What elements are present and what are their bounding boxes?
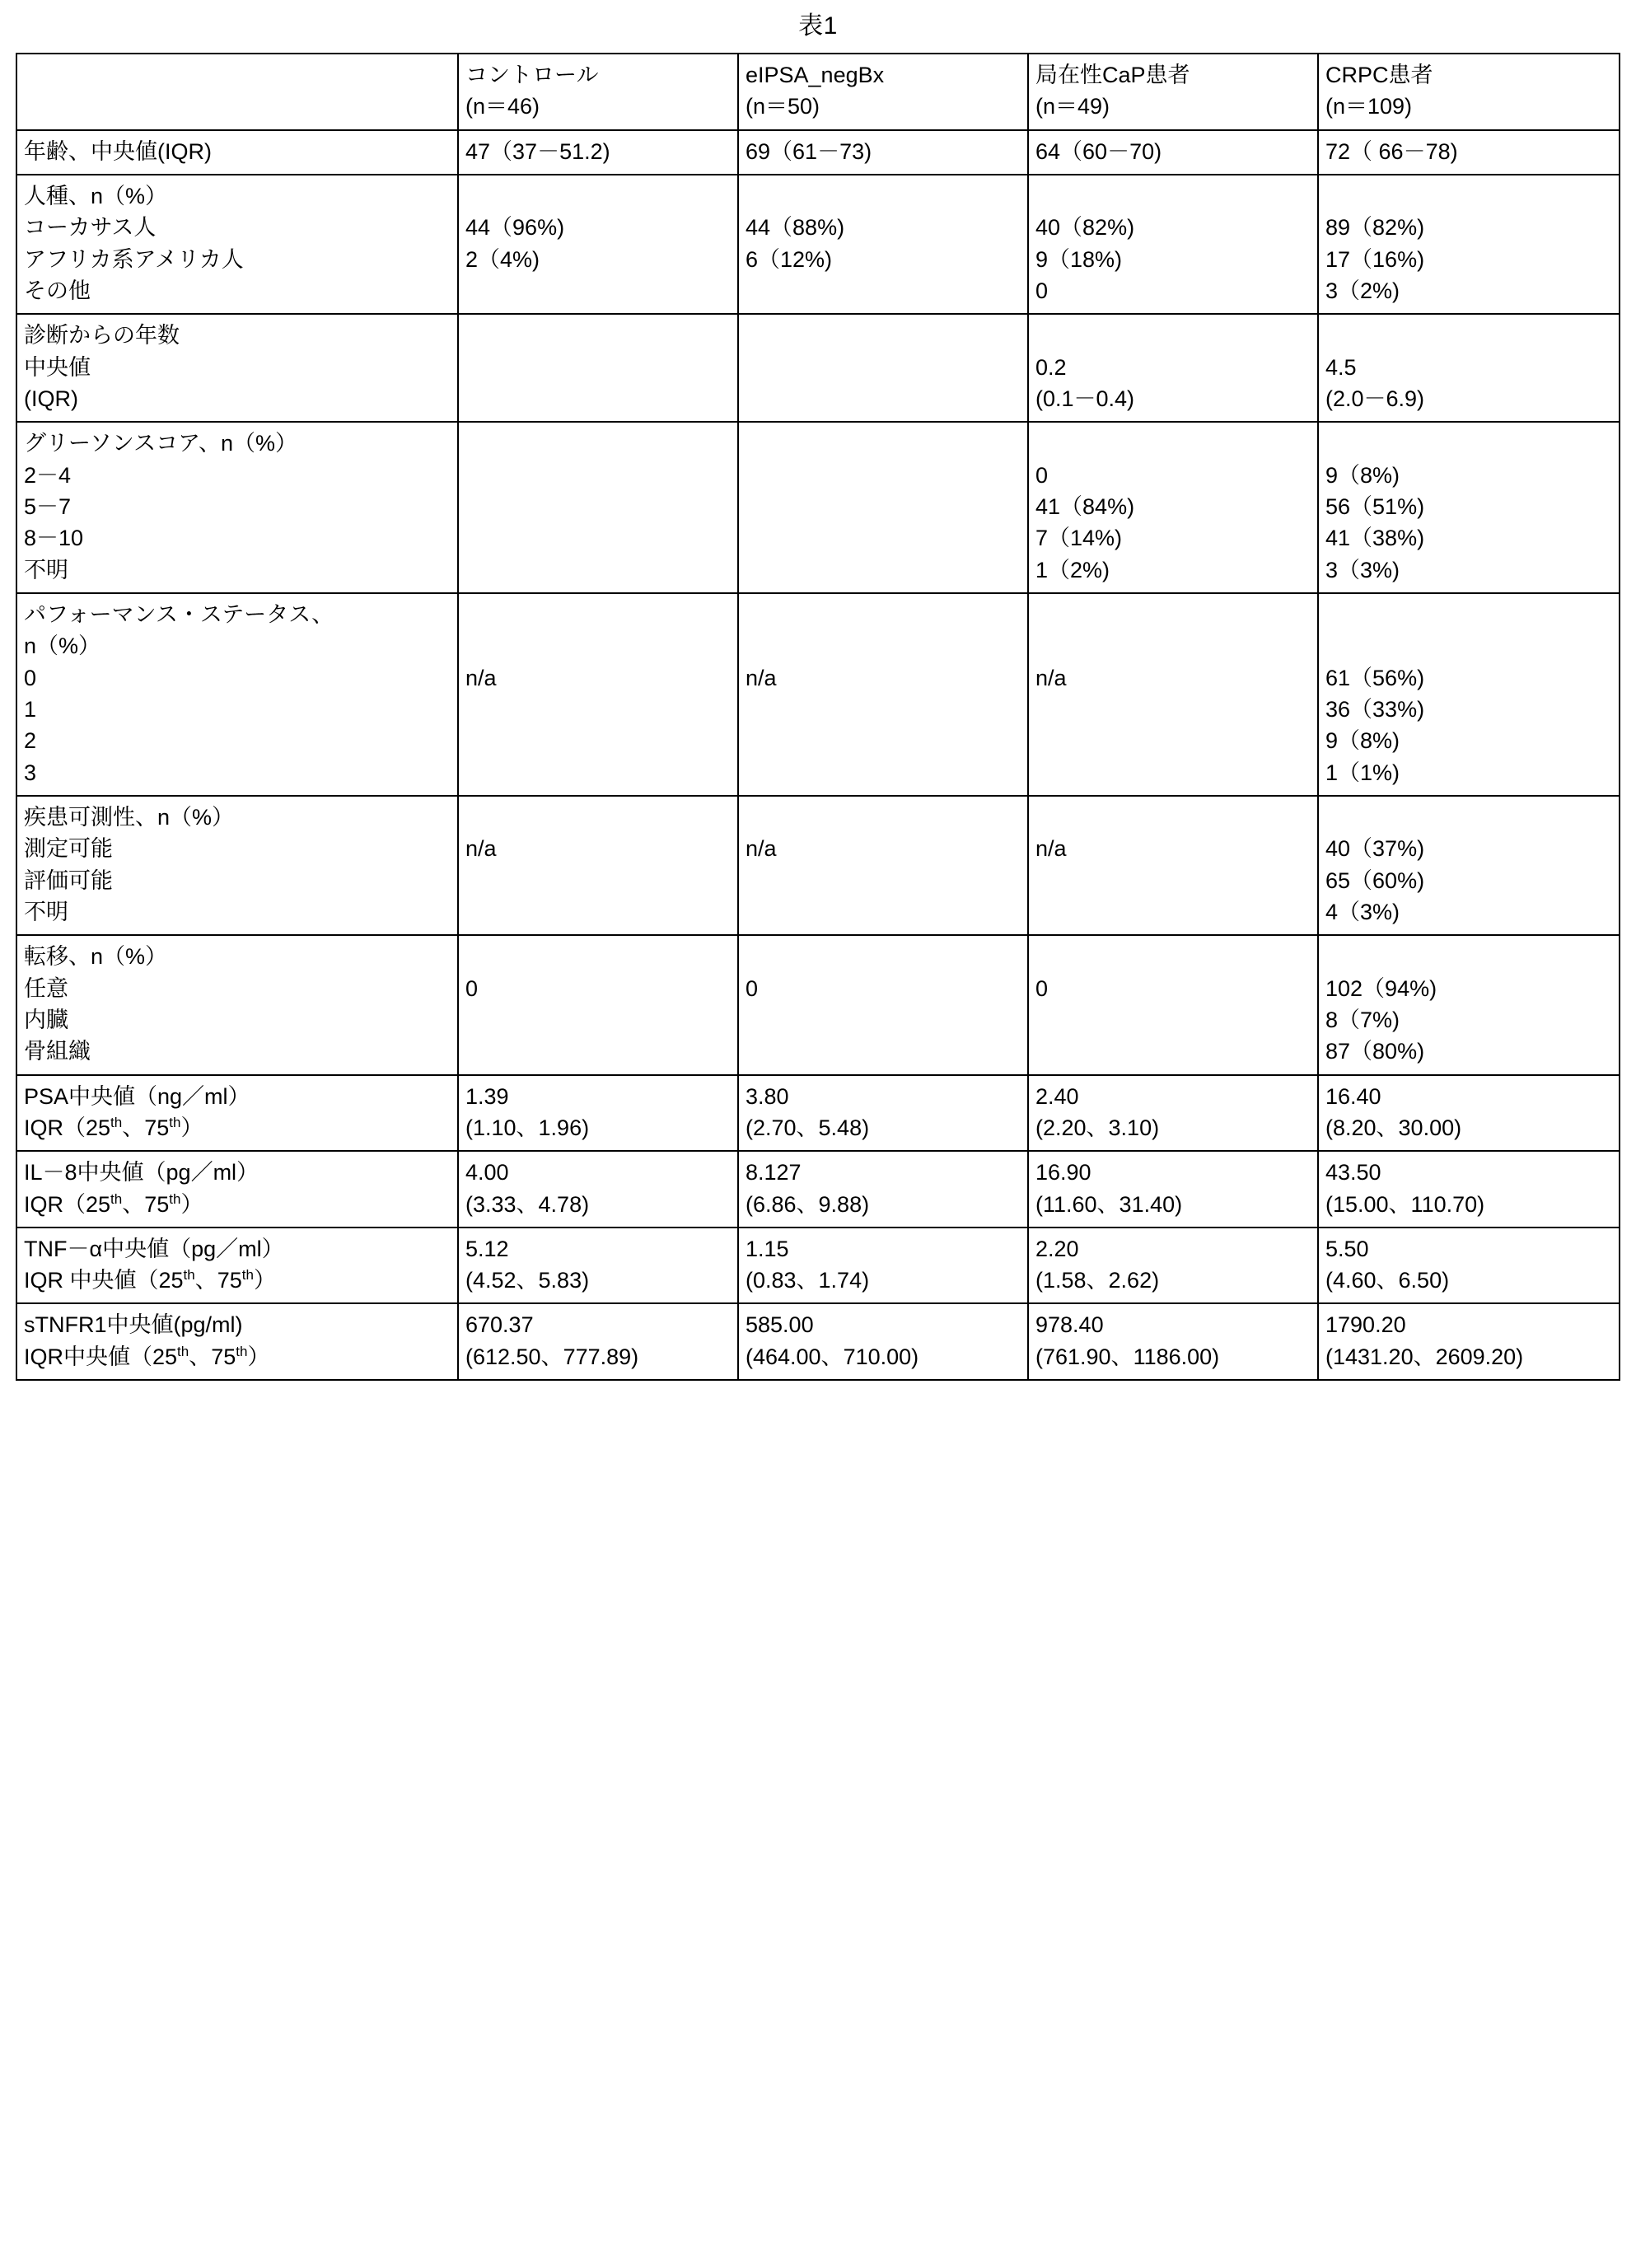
cell-line: 61（56%) bbox=[1325, 665, 1425, 690]
cell-line: (15.00、110.70) bbox=[1325, 1191, 1485, 1217]
column-header-0 bbox=[16, 54, 458, 130]
cell-line: 9（18%) bbox=[1035, 246, 1123, 272]
il8-row-col0 bbox=[16, 1151, 458, 1228]
column-header-4 bbox=[1318, 54, 1620, 130]
cell-line: パフォーマンス・ステータス、 bbox=[24, 601, 334, 627]
metastasis-row-col4 bbox=[1318, 935, 1620, 1074]
gleason-score-row-col0 bbox=[16, 422, 458, 593]
cell-line bbox=[1035, 1004, 1311, 1036]
cell-line: 89（82%) bbox=[1325, 215, 1425, 241]
cell-line: 585.00 bbox=[746, 1312, 814, 1338]
il8-row-col3 bbox=[1028, 1151, 1318, 1228]
race-row-col1 bbox=[458, 175, 738, 314]
cell-line: 1.39 bbox=[465, 1083, 509, 1109]
cell-line: 0 bbox=[465, 975, 479, 1001]
cell-line bbox=[746, 865, 1021, 896]
cell-line bbox=[465, 460, 731, 491]
cell-line: 978.40 bbox=[1035, 1312, 1104, 1338]
cell-line: 2 bbox=[24, 728, 37, 754]
years-since-diagnosis-row-col2 bbox=[738, 314, 1028, 422]
cell-line bbox=[1035, 1036, 1311, 1067]
gleason-score-row-col3 bbox=[1028, 422, 1318, 593]
cell-line bbox=[746, 554, 1021, 586]
cell-line: (IQR) bbox=[24, 386, 78, 411]
cell-line: 0 bbox=[1035, 975, 1049, 1001]
cell-line: 不明 bbox=[24, 899, 68, 924]
cell-line: 4.5 bbox=[1325, 354, 1357, 380]
cell-line bbox=[465, 694, 731, 725]
cell-line: 2（4%) bbox=[465, 246, 540, 272]
page-title: 表1 bbox=[798, 12, 838, 40]
cell-line bbox=[1035, 802, 1311, 833]
cell-line: (761.90、1186.00) bbox=[1035, 1344, 1220, 1369]
cell-line: コーカサス人 bbox=[24, 215, 157, 241]
cell-line: PSA中央値（ng／ml） bbox=[24, 1083, 250, 1109]
cell-line: 16.40 bbox=[1325, 1083, 1381, 1109]
cell-line bbox=[465, 757, 731, 788]
cell-line bbox=[465, 599, 731, 630]
cell-line bbox=[465, 275, 731, 306]
cell-line bbox=[1035, 725, 1311, 756]
cell-line: 8.127 bbox=[746, 1160, 802, 1185]
cell-line: 3 bbox=[24, 760, 37, 785]
cell-line bbox=[746, 896, 1021, 928]
cell-line: (1.10、1.96) bbox=[465, 1115, 590, 1140]
cell-line: 4.00 bbox=[465, 1160, 509, 1185]
cell-line: 1790.20 bbox=[1325, 1312, 1406, 1338]
cell-line bbox=[1035, 428, 1311, 459]
cell-line bbox=[746, 383, 1021, 414]
cell-line bbox=[1325, 630, 1612, 662]
performance-status-row-col3 bbox=[1028, 593, 1318, 796]
table-row bbox=[16, 1228, 1620, 1304]
tnf-alpha-row-col0 bbox=[16, 1228, 458, 1304]
cell-line bbox=[746, 599, 1021, 630]
cell-line: 0.2 bbox=[1035, 354, 1067, 380]
cell-line bbox=[746, 275, 1021, 306]
cell-line: その他 bbox=[24, 278, 91, 303]
age-row-col3 bbox=[1028, 130, 1318, 175]
age-row-col4 bbox=[1318, 130, 1620, 175]
tnf-alpha-row-col4 bbox=[1318, 1228, 1620, 1304]
cell-line: (2.20、3.10) bbox=[1035, 1115, 1160, 1140]
cell-line: 4（3%) bbox=[1325, 899, 1400, 924]
cell-line: 1 bbox=[24, 696, 37, 722]
cell-line bbox=[1325, 941, 1612, 972]
cell-line: (n＝49) bbox=[1035, 94, 1110, 119]
cell-line: n/a bbox=[746, 665, 777, 690]
cell-line: 0 bbox=[746, 975, 759, 1001]
cell-line: n/a bbox=[1035, 665, 1067, 690]
cell-line bbox=[746, 725, 1021, 756]
cell-line bbox=[746, 460, 1021, 491]
cell-line: 転移、n（%） bbox=[24, 944, 168, 970]
cell-line bbox=[746, 320, 1021, 351]
cell-line bbox=[746, 941, 1021, 972]
cell-line: 47（37－51.2) bbox=[465, 138, 610, 164]
characteristics-table bbox=[16, 53, 1620, 1381]
cell-line: 0 bbox=[1035, 462, 1049, 488]
cell-line: 0 bbox=[1035, 278, 1049, 303]
cell-line: 内臓 bbox=[24, 1007, 68, 1032]
cell-line: 102（94%) bbox=[1325, 975, 1437, 1001]
psa-row-col0 bbox=[16, 1075, 458, 1152]
cell-line: 疾患可測性、n（%） bbox=[24, 804, 235, 830]
years-since-diagnosis-row-col1 bbox=[458, 314, 738, 422]
cell-line bbox=[1325, 320, 1612, 351]
il8-row-col4 bbox=[1318, 1151, 1620, 1228]
cell-line: CRPC患者 bbox=[1325, 63, 1433, 87]
disease-measurability-row-col3 bbox=[1028, 796, 1318, 935]
cell-line bbox=[465, 941, 731, 972]
cell-line bbox=[746, 428, 1021, 459]
cell-line bbox=[1035, 630, 1311, 662]
disease-measurability-row-col2 bbox=[738, 796, 1028, 935]
cell-line bbox=[746, 352, 1021, 383]
cell-line: グリーソンスコア、n（%） bbox=[24, 431, 297, 456]
performance-status-row-col1 bbox=[458, 593, 738, 796]
table-row bbox=[16, 130, 1620, 175]
cell-line bbox=[24, 59, 451, 91]
gleason-score-row-col4 bbox=[1318, 422, 1620, 593]
cell-line: 測定可能 bbox=[24, 836, 113, 862]
cell-line: (1431.20、2609.20) bbox=[1325, 1344, 1524, 1369]
table-row bbox=[16, 175, 1620, 314]
cell-line: (2.0－6.9) bbox=[1325, 386, 1425, 411]
cell-line: 670.37 bbox=[465, 1312, 534, 1338]
cell-line: 3（2%) bbox=[1325, 278, 1400, 303]
cell-line: (0.1－0.4) bbox=[1035, 386, 1135, 411]
cell-line: 6（12%) bbox=[746, 246, 833, 272]
cell-line: 0 bbox=[24, 665, 37, 690]
cell-line: 8（7%) bbox=[1325, 1007, 1400, 1032]
cell-line bbox=[1035, 757, 1311, 788]
disease-measurability-row-col1 bbox=[458, 796, 738, 935]
cell-line: 5.50 bbox=[1325, 1236, 1369, 1261]
cell-line: n（%） bbox=[24, 634, 101, 659]
tnf-alpha-row-col1 bbox=[458, 1228, 738, 1304]
cell-line: 40（37%) bbox=[1325, 836, 1425, 862]
cell-line: 9（8%) bbox=[1325, 728, 1400, 754]
metastasis-row-col0 bbox=[16, 935, 458, 1074]
cell-line bbox=[1035, 865, 1311, 896]
cell-line bbox=[746, 802, 1021, 833]
cell-line: 評価可能 bbox=[24, 867, 113, 893]
table-row bbox=[16, 593, 1620, 796]
cell-line bbox=[465, 383, 731, 414]
cell-line bbox=[1325, 599, 1612, 630]
age-row-col1 bbox=[458, 130, 738, 175]
cell-line: 64（60－70) bbox=[1035, 138, 1162, 164]
disease-measurability-row-col4 bbox=[1318, 796, 1620, 935]
il8-row-col1 bbox=[458, 1151, 738, 1228]
cell-line: コントロール bbox=[465, 63, 599, 87]
cell-line: (3.33、4.78) bbox=[465, 1191, 590, 1217]
stnfr1-row-col0 bbox=[16, 1303, 458, 1380]
table-row bbox=[16, 796, 1620, 935]
metastasis-row-col3 bbox=[1028, 935, 1318, 1074]
cell-line: 7（14%) bbox=[1035, 526, 1123, 551]
cell-line bbox=[1035, 320, 1311, 351]
cell-line: 44（88%) bbox=[746, 215, 845, 241]
table-row bbox=[16, 422, 1620, 593]
cell-line: (n＝50) bbox=[746, 94, 820, 119]
cell-line: (11.60、31.40) bbox=[1035, 1191, 1183, 1217]
cell-line: 診断からの年数 bbox=[24, 323, 180, 348]
years-since-diagnosis-row-col0 bbox=[16, 314, 458, 422]
performance-status-row-col2 bbox=[738, 593, 1028, 796]
cell-line: n/a bbox=[465, 665, 497, 690]
column-header-3 bbox=[1028, 54, 1318, 130]
cell-line: 41（38%) bbox=[1325, 526, 1425, 551]
cell-line: 1（2%) bbox=[1035, 557, 1110, 582]
table-row bbox=[16, 314, 1620, 422]
stnfr1-row-col1 bbox=[458, 1303, 738, 1380]
psa-row-col4 bbox=[1318, 1075, 1620, 1152]
cell-line bbox=[465, 428, 731, 459]
cell-line: 17（16%) bbox=[1325, 246, 1425, 272]
cell-line: eIPSA_negBx bbox=[746, 63, 885, 87]
cell-line: 1.15 bbox=[746, 1236, 789, 1261]
cell-line bbox=[465, 865, 731, 896]
race-row-col4 bbox=[1318, 175, 1620, 314]
cell-line bbox=[1035, 896, 1311, 928]
cell-line bbox=[465, 522, 731, 554]
performance-status-row-col0 bbox=[16, 593, 458, 796]
years-since-diagnosis-row-col3 bbox=[1028, 314, 1318, 422]
cell-line: 1（1%) bbox=[1325, 760, 1400, 785]
age-row-col2 bbox=[738, 130, 1028, 175]
metastasis-row-col1 bbox=[458, 935, 738, 1074]
table-row bbox=[16, 1075, 1620, 1152]
cell-line: 人種、n（%） bbox=[24, 183, 168, 208]
race-row-col3 bbox=[1028, 175, 1318, 314]
table-row bbox=[16, 1303, 1620, 1380]
cell-line: (464.00、710.00) bbox=[746, 1344, 919, 1369]
stnfr1-row-col4 bbox=[1318, 1303, 1620, 1380]
cell-line: (n＝109) bbox=[1325, 94, 1413, 119]
cell-line bbox=[465, 1004, 731, 1036]
cell-line bbox=[746, 1036, 1021, 1067]
cell-line bbox=[465, 802, 731, 833]
disease-measurability-row-col0 bbox=[16, 796, 458, 935]
cell-line: 8－10 bbox=[24, 526, 84, 551]
cell-line: n/a bbox=[746, 836, 777, 862]
cell-line: (1.58、2.62) bbox=[1035, 1268, 1160, 1293]
gleason-score-row-col1 bbox=[458, 422, 738, 593]
cell-line: (8.20、30.00) bbox=[1325, 1115, 1462, 1140]
cell-line bbox=[746, 522, 1021, 554]
cell-line bbox=[465, 896, 731, 928]
cell-line: 5.12 bbox=[465, 1236, 509, 1261]
age-row-col0 bbox=[16, 130, 458, 175]
stnfr1-row-col3 bbox=[1028, 1303, 1318, 1380]
cell-line bbox=[746, 757, 1021, 788]
cell-line: 65（60%) bbox=[1325, 867, 1425, 893]
cell-line: 2.20 bbox=[1035, 1236, 1079, 1261]
cell-line: IQR 中央値（25th、75th） bbox=[24, 1267, 276, 1293]
cell-line: 局在性CaP患者 bbox=[1035, 63, 1190, 87]
cell-line: (6.86、9.88) bbox=[746, 1191, 870, 1217]
tnf-alpha-row-col2 bbox=[738, 1228, 1028, 1304]
cell-line: n/a bbox=[1035, 836, 1067, 862]
il8-row-col2 bbox=[738, 1151, 1028, 1228]
cell-line bbox=[1325, 802, 1612, 833]
metastasis-row-col2 bbox=[738, 935, 1028, 1074]
cell-line: 36（33%) bbox=[1325, 696, 1425, 722]
cell-line: (612.50、777.89) bbox=[465, 1344, 639, 1369]
cell-line bbox=[465, 1036, 731, 1067]
cell-line: (2.70、5.48) bbox=[746, 1115, 870, 1140]
table-header-row bbox=[16, 54, 1620, 130]
cell-line: 3（3%) bbox=[1325, 557, 1400, 582]
cell-line: 40（82%) bbox=[1035, 215, 1135, 241]
cell-line: 56（51%) bbox=[1325, 493, 1425, 519]
race-row-col0 bbox=[16, 175, 458, 314]
cell-line bbox=[746, 1004, 1021, 1036]
gleason-score-row-col2 bbox=[738, 422, 1028, 593]
cell-line bbox=[465, 320, 731, 351]
cell-line bbox=[1325, 428, 1612, 459]
column-header-2 bbox=[738, 54, 1028, 130]
cell-line: 41（84%) bbox=[1035, 493, 1135, 519]
cell-line: 中央値 bbox=[24, 354, 91, 380]
cell-line: 44（96%) bbox=[465, 215, 565, 241]
cell-line bbox=[1035, 180, 1311, 212]
cell-line: 骨組織 bbox=[24, 1039, 91, 1064]
table-row bbox=[16, 935, 1620, 1074]
cell-line: 43.50 bbox=[1325, 1160, 1381, 1185]
cell-line bbox=[465, 630, 731, 662]
psa-row-col1 bbox=[458, 1075, 738, 1152]
cell-line: (4.52、5.83) bbox=[465, 1268, 590, 1293]
column-header-1 bbox=[458, 54, 738, 130]
psa-row-col3 bbox=[1028, 1075, 1318, 1152]
cell-line: sTNFR1中央値(pg/ml) bbox=[24, 1312, 243, 1338]
cell-line: 年齢、中央値(IQR) bbox=[24, 138, 212, 164]
tnf-alpha-row-col3 bbox=[1028, 1228, 1318, 1304]
cell-line: IQR中央値（25th、75th） bbox=[24, 1343, 270, 1369]
cell-line: アフリカ系アメリカ人 bbox=[24, 246, 244, 272]
cell-line: IQR（25th、75th） bbox=[24, 1114, 203, 1140]
cell-line: IL－8中央値（pg／ml） bbox=[24, 1160, 259, 1185]
cell-line bbox=[1035, 599, 1311, 630]
cell-line: 3.80 bbox=[746, 1083, 789, 1109]
cell-line bbox=[746, 694, 1021, 725]
cell-line: (4.60、6.50) bbox=[1325, 1268, 1450, 1293]
cell-line bbox=[1035, 694, 1311, 725]
cell-line bbox=[746, 180, 1021, 212]
cell-line: (0.83、1.74) bbox=[746, 1268, 870, 1293]
psa-row-col2 bbox=[738, 1075, 1028, 1152]
cell-line: 87（80%) bbox=[1325, 1039, 1425, 1064]
cell-line bbox=[1035, 941, 1311, 972]
cell-line: 16.90 bbox=[1035, 1160, 1091, 1185]
cell-line: n/a bbox=[465, 836, 497, 862]
cell-line: 2－4 bbox=[24, 462, 72, 488]
cell-line: 72（ 66－78) bbox=[1325, 138, 1458, 164]
stnfr1-row-col2 bbox=[738, 1303, 1028, 1380]
cell-line bbox=[465, 725, 731, 756]
performance-status-row-col4 bbox=[1318, 593, 1620, 796]
cell-line: TNF－α中央値（pg／ml） bbox=[24, 1236, 284, 1261]
table-row bbox=[16, 1151, 1620, 1228]
cell-line: IQR（25th、75th） bbox=[24, 1190, 203, 1217]
cell-line: 5－7 bbox=[24, 493, 72, 519]
cell-line bbox=[746, 630, 1021, 662]
cell-line bbox=[746, 491, 1021, 522]
cell-line bbox=[1325, 180, 1612, 212]
cell-line bbox=[465, 554, 731, 586]
cell-line: 2.40 bbox=[1035, 1083, 1079, 1109]
cell-line: 69（61－73) bbox=[746, 138, 872, 164]
race-row-col2 bbox=[738, 175, 1028, 314]
cell-line: 不明 bbox=[24, 557, 68, 582]
cell-line bbox=[465, 491, 731, 522]
cell-line bbox=[465, 352, 731, 383]
cell-line: 9（8%) bbox=[1325, 462, 1400, 488]
cell-line: 任意 bbox=[24, 975, 68, 1001]
cell-line: (n＝46) bbox=[465, 94, 540, 119]
cell-line bbox=[465, 180, 731, 212]
years-since-diagnosis-row-col4 bbox=[1318, 314, 1620, 422]
